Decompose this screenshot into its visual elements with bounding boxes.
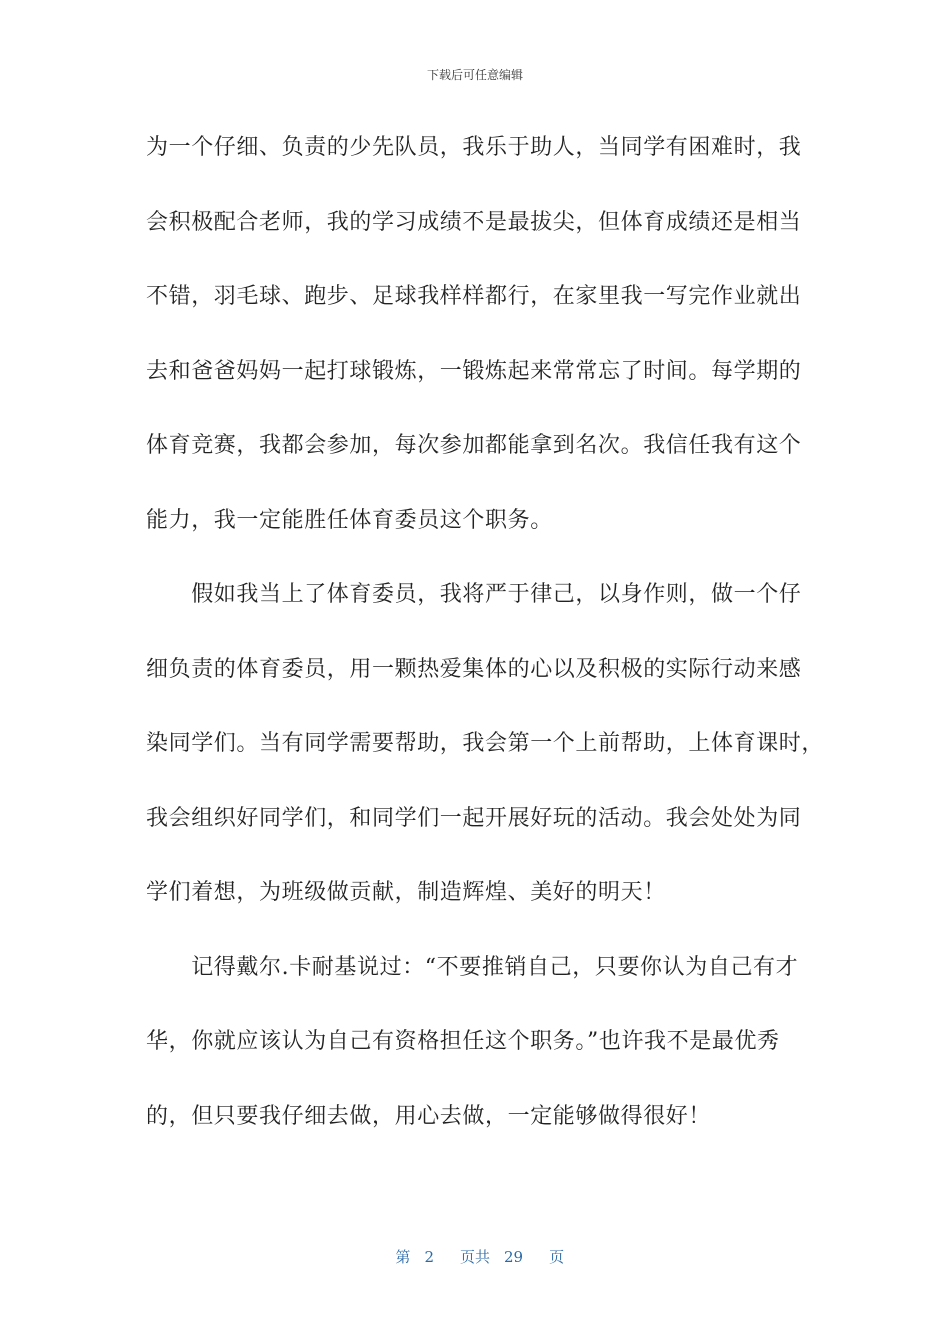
page-header: 下载后可任意编辑 (426, 68, 523, 82)
footer-middle: 页共 (459, 1248, 490, 1266)
footer-suffix: 页 (549, 1248, 565, 1266)
document-body (146, 129, 825, 1172)
text-line: 华，你就应该认为自己有资格担任这个职务。”也许我不是最优秀 (146, 1029, 780, 1054)
text-line: 去和爸爸妈妈一起打球锻炼，一锻炼起来常常忘了时间。每学期的 (146, 358, 802, 384)
text-line: 记得戴尔.卡耐基说过：“不要推销自己，只要你认为自己有才 (146, 954, 799, 980)
text-line: 学们着想，为班级做贡献，制造辉煌、美好的明天！ (146, 880, 666, 905)
text-line: 细负责的体育委员，用一颗热爱集体的心以及积极的实际行动来感 (146, 656, 802, 682)
page-footer (0, 1228, 950, 1267)
footer-total-pages: 29 (504, 1248, 524, 1266)
text-line: 能力，我一定能胜任体育委员这个职务。 (146, 507, 553, 533)
text-line: 会积极配合老师，我的学习成绩不是最拔尖，但体育成绩还是相当 (146, 209, 802, 235)
text-line: 为一个仔细、负责的少先队员，我乐于助人，当同学有困难时，我 (146, 135, 802, 160)
text-line: 我会组织好同学们，和同学们一起开展好玩的活动。我会处处为同 (146, 805, 802, 831)
text-line: 不错，羽毛球、跑步、足球我样样都行，在家里我一写完作业就出 (146, 284, 802, 309)
text-line: 假如我当上了体育委员，我将严于律己，以身作则，做一个仔 (146, 582, 802, 607)
text-line: 的，但只要我仔细去做，用心去做，一定能够做得很好！ (146, 1103, 712, 1129)
text-line: 染同学们。当有同学需要帮助，我会第一个上前帮助，上体育课时， (146, 731, 825, 756)
footer-page-number: 2 (424, 1248, 434, 1266)
footer-prefix: 第 (395, 1248, 411, 1266)
text-line: 体育竞赛，我都会参加，每次参加都能拿到名次。我信任我有这个 (146, 433, 802, 458)
